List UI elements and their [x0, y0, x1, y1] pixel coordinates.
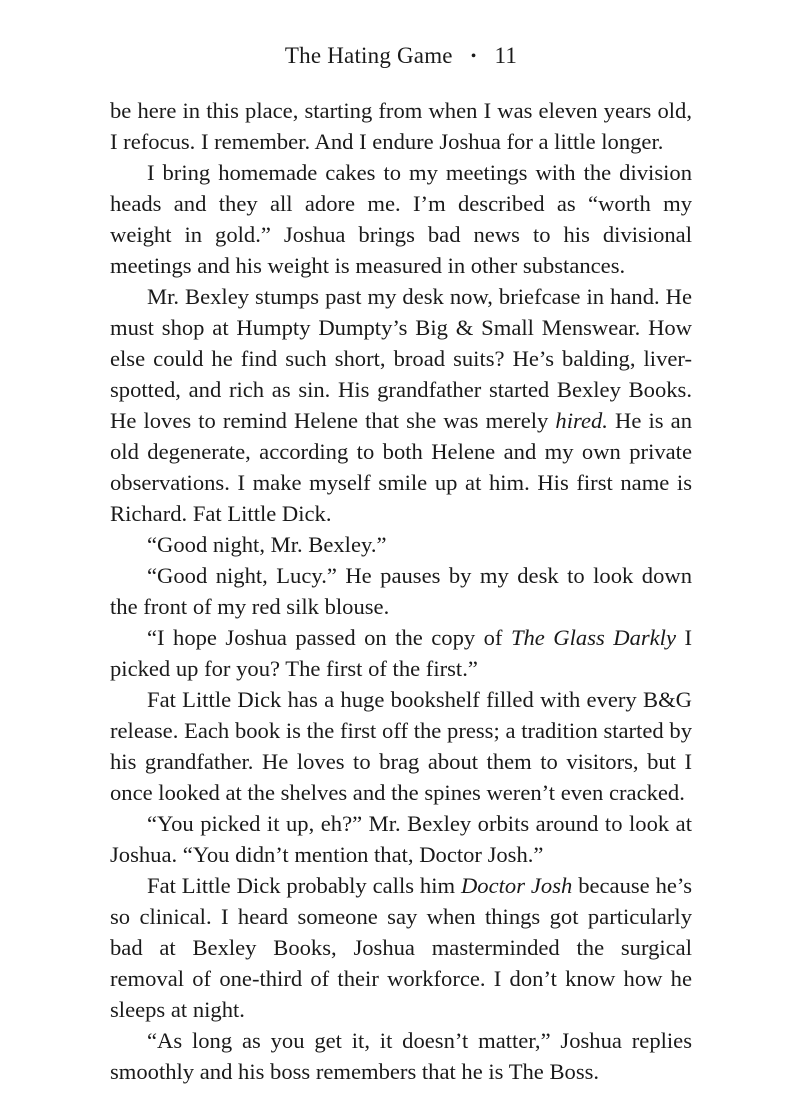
text-segment: Mr. Bexley stumps past my desk now, briefcase in hand. He must shop at Humpty Dumpty’s Big & Small Menswear. How else could he find such short, broad suits? He’s balding, liver-spotted, and rich as sin. His grandfather started Bexley Books. He loves to remind Helene that she was merely — [110, 284, 692, 433]
book-page — [110, 40, 692, 1087]
text-segment: I picked up for you? The first of the first.” — [110, 625, 692, 681]
italic-text: hired. — [555, 408, 608, 433]
text-segment: “Good night, Mr. Bexley.” — [147, 532, 387, 557]
book-title: The Hating Game — [284, 43, 453, 68]
running-header — [110, 40, 692, 73]
text-segment: “I hope Joshua passed on the copy of — [147, 625, 511, 650]
paragraph — [110, 808, 692, 870]
paragraph — [110, 1025, 692, 1087]
italic-text: The Glass Darkly — [510, 625, 676, 650]
text-segment: because he’s so clinical. I heard someone say when things got particularly bad at Bexley Books, Joshua masterminded the surgical removal of one-third of their workforce. I don’t know how he sleeps at night. — [110, 873, 692, 1022]
paragraph — [110, 281, 692, 529]
paragraph — [110, 684, 692, 808]
text-segment: Fat Little Dick probably calls him — [147, 873, 461, 898]
paragraph — [110, 870, 692, 1025]
text-segment: “You picked it up, eh?” Mr. Bexley orbits around to look at Joshua. “You didn’t mention that, Doctor Josh.” — [110, 811, 692, 867]
body-text — [110, 95, 692, 1087]
header-separator: • — [470, 48, 477, 65]
page-number: 11 — [494, 43, 518, 68]
text-segment: “As long as you get it, it doesn’t matter,” Joshua replies smoothly and his boss remembers that he is The Boss. — [110, 1028, 692, 1084]
paragraph — [110, 157, 692, 281]
text-segment: I bring homemade cakes to my meetings with the division heads and they all adore me. I’m described as “worth my weight in gold.” Joshua brings bad news to his divisional meetings and his weight is measured in other substances. — [110, 160, 692, 278]
text-segment: be here in this place, starting from when I was eleven years old, I refocus. I remember. And I endure Joshua for a little longer. — [110, 98, 692, 154]
paragraph — [110, 622, 692, 684]
paragraph — [110, 560, 692, 622]
text-segment: “Good night, Lucy.” He pauses by my desk to look down the front of my red silk blouse. — [110, 563, 692, 619]
paragraph — [110, 529, 692, 560]
text-segment: Fat Little Dick has a huge bookshelf filled with every B&G release. Each book is the first off the press; a tradition started by his grandfather. He loves to brag about them to visitors, but I once looked at the shelves and the spines weren’t even cracked. — [110, 687, 692, 805]
paragraph — [110, 95, 692, 157]
italic-text: Doctor Josh — [460, 873, 573, 898]
text-segment: He is an old degenerate, according to both Helene and my own private observations. I make myself smile up at him. His first name is Richard. Fat Little Dick. — [110, 408, 692, 526]
